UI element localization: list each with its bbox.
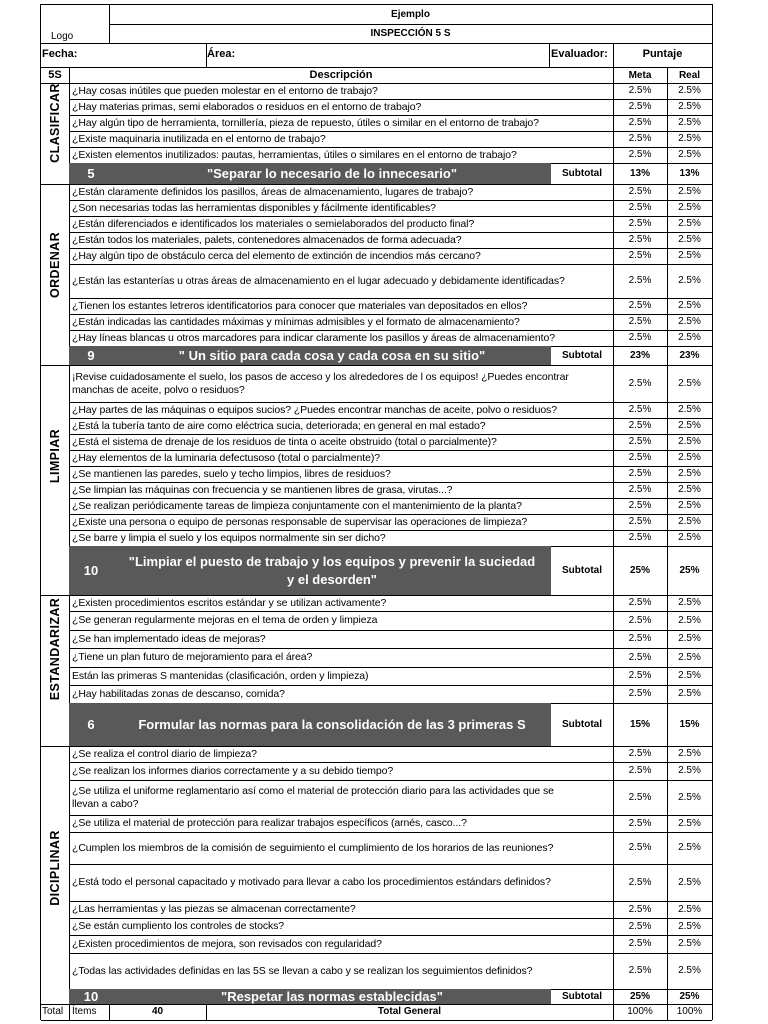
subtotal-real: 13%	[679, 167, 700, 179]
example-label: Ejemplo	[391, 9, 430, 20]
real-value: 2.5%	[678, 965, 701, 976]
real-value: 2.5%	[678, 332, 701, 343]
real-value: 2.5%	[678, 436, 701, 447]
row-divider	[41, 67, 712, 68]
real-value: 2.5%	[678, 149, 701, 160]
question-text: ¿Hay cosas inútiles que pueden molestar en el entorno de trabajo?	[72, 84, 378, 97]
section-divider	[41, 365, 712, 366]
items-label: Ítems	[72, 1006, 97, 1017]
subtotal-label: Subtotal	[562, 718, 602, 730]
subtotal-goal: 13%	[629, 167, 650, 179]
section-motto: "Limpiar el puesto de trabajo y los equipos y prevenir la suciedad	[128, 553, 536, 569]
real-value: 2.5%	[678, 817, 701, 829]
goal-value: 2.5%	[628, 149, 652, 160]
question-text: ¿Cumplen los miembros de la comisión de seguimiento el cumplimiento de los horarios de las reuniones?	[72, 841, 554, 854]
goal-value: 2.5%	[628, 516, 652, 527]
question-text: ¿Todas las actividades definidas en las 5S se llevan a cabo y se realizan los seguimientos definidos?	[72, 964, 533, 977]
subtotal-goal: 15%	[629, 718, 650, 730]
row-divider	[69, 530, 712, 531]
question-text: ¿Se mantienen las paredes, suelo y techo limpios, libres de residuos?	[72, 467, 391, 480]
row-divider	[69, 147, 712, 148]
question-text: ¿Tienen los estantes letreros identificatorios para conocer que materiales van depositados en ellos?	[72, 299, 528, 312]
goal-value: 2.5%	[628, 791, 652, 803]
question-text: ¿Está la tubería tanto de aire como eléctrica sucia, deteriorada; en general en mal estado?	[72, 419, 486, 432]
row-divider	[69, 935, 712, 936]
row-divider	[41, 83, 712, 84]
goal-value: 2.5%	[628, 186, 652, 197]
subtotal-real: 25%	[679, 990, 700, 1002]
real-value: 2.5%	[678, 532, 701, 543]
section-item-count: 10	[83, 563, 99, 578]
section-item-count: 10	[83, 989, 99, 1004]
real-value: 2.5%	[678, 516, 701, 527]
row-divider	[69, 131, 712, 132]
col-goal-header: Meta	[628, 70, 652, 81]
goal-value: 2.5%	[628, 436, 652, 447]
real-value: 2.5%	[678, 202, 701, 213]
subtotal-real: 23%	[679, 349, 700, 361]
real-value: 2.5%	[678, 101, 701, 112]
question-text: ¿Existe maquinaria inutilizada en el entorno de trabajo?	[72, 132, 326, 145]
section-divider	[41, 746, 712, 747]
question-text: ¿Se están cumpliento los controles de stocks?	[72, 920, 285, 932]
row-divider	[69, 434, 712, 435]
header-divider	[109, 24, 712, 25]
subtotal-label: Subtotal	[562, 564, 602, 576]
real-value: 2.5%	[678, 420, 701, 431]
section-motto-continued: y el desorden"	[287, 571, 377, 587]
row-divider	[69, 115, 712, 116]
goal-value: 2.5%	[628, 300, 652, 311]
row-divider	[69, 216, 712, 217]
question-text: ¿Están indicadas las cantidades máximas y mínimas admisibles y el formato de almacenamiento?	[72, 315, 520, 328]
question-text: ¿Se han implementado ideas de mejoras?	[72, 632, 266, 645]
question-text-continued: manchas de aceite, polvo o residuos?	[72, 383, 245, 396]
section-label-diciplinar: DICIPLINAR	[48, 829, 62, 906]
date-label: Fecha:	[42, 48, 78, 60]
question-text: ¿Hay algún tipo de obstáculo cerca del elemento de extinción de incendios más cercano?	[72, 249, 481, 262]
score-label: Puntaje	[642, 48, 683, 60]
question-text: ¿Hay partes de las máquinas o equipos sucios? ¿Puedes encontrar manchas de aceite, polvo o residuos?	[72, 403, 557, 416]
question-text: ¿Hay algún tipo de herramienta, tornillería, pieza de repuesto, útiles o similar en el entorno de trabajo?	[72, 116, 539, 129]
goal-value: 2.5%	[628, 965, 652, 976]
question-text: ¿Se realizan los informes diarios correctamente y a su debido tiempo?	[72, 764, 394, 777]
real-value: 2.5%	[678, 186, 701, 197]
goal-value: 2.5%	[628, 597, 652, 608]
bottom-border	[41, 1020, 712, 1021]
goal-value: 2.5%	[628, 532, 652, 543]
total-label: Total	[42, 1006, 64, 1017]
row-divider	[69, 248, 712, 249]
row-divider	[69, 630, 712, 631]
question-text: ¿Está todo el personal capacitado y motivado para llevar a cabo los procedimientos estándars definidos?	[72, 876, 551, 888]
goal-value: 2.5%	[628, 817, 652, 829]
real-value: 2.5%	[678, 452, 701, 463]
col-description-header: Descripción	[309, 69, 373, 81]
goal-value: 2.5%	[628, 633, 652, 644]
real-value: 2.5%	[678, 614, 701, 626]
real-value: 2.5%	[678, 404, 701, 415]
goal-value: 2.5%	[628, 765, 652, 776]
question-text: ¿Están claramente definidos los pasillos, áreas de almacenamiento, lugares de trabajo?	[72, 185, 474, 198]
question-text: ¿Hay líneas blancas u otros marcadores para indicar claramente los pasillos y áreas de almacenamiento?	[72, 331, 555, 344]
question-text: ¿Están las estanterías u otras áreas de almacenamiento en el lugar adecuado y debidamente identificadas?	[72, 274, 565, 287]
question-text: ¿Existen procedimientos escritos estándar y se utilizan activamente?	[72, 596, 387, 609]
real-value: 2.5%	[678, 234, 701, 245]
question-text: ¿Se realizan periódicamente tareas de limpieza conjuntamente con el mantenimiento de la planta?	[72, 499, 522, 512]
real-value: 2.5%	[678, 85, 701, 96]
real-value: 2.5%	[678, 275, 701, 286]
section-label-clasificar: CLASIFICAR	[48, 83, 62, 163]
real-value: 2.5%	[678, 117, 701, 128]
items-count: 40	[151, 1006, 164, 1017]
real-value: 2.5%	[678, 484, 701, 495]
goal-value: 2.5%	[628, 500, 652, 511]
subtotal-goal: 25%	[629, 990, 650, 1002]
row-divider	[69, 918, 712, 919]
row-divider	[69, 667, 712, 668]
row-divider	[69, 762, 712, 763]
section-divider	[41, 1004, 712, 1005]
question-text: ¿Tiene un plan futuro de mejoramiento para el área?	[72, 651, 313, 663]
real-value: 2.5%	[678, 250, 701, 261]
goal-value: 2.5%	[628, 748, 652, 759]
goal-value: 2.5%	[628, 332, 652, 343]
row-divider	[69, 685, 712, 686]
real-value: 2.5%	[678, 597, 701, 608]
goal-value: 2.5%	[628, 85, 652, 96]
real-value: 2.5%	[678, 670, 701, 681]
real-value: 2.5%	[678, 765, 701, 776]
section-motto: Formular las normas para la consolidación de las 3 primeras S	[138, 717, 526, 732]
question-text: ¿Se utiliza el material de protección para realizar trabajos específicos (arnés, casco...?	[72, 817, 467, 829]
question-text: ¿Existen procedimientos de mejora, son revisados con regularidad?	[72, 937, 382, 950]
col-5s-header: 5S	[48, 69, 62, 81]
row-divider	[69, 418, 712, 419]
total-real: 100%	[676, 1006, 703, 1017]
question-text: ¿Hay materias primas, semi elaborados o residuos en el entorno de trabajo?	[72, 100, 422, 113]
area-label: Área:	[207, 48, 236, 60]
question-text: ¿Existe una persona o equipo de personas responsable de supervisar las operaciones de limpieza?	[72, 515, 528, 528]
question-text: ¿Hay habilitadas zonas de descanso, comida?	[72, 687, 285, 700]
row-divider	[69, 450, 712, 451]
real-value: 2.5%	[678, 218, 701, 229]
goal-value: 2.5%	[628, 377, 652, 389]
row-divider	[69, 514, 712, 515]
question-text: ¿Existen elementos inutilizados: pautas, herramientas, útiles o similares en el entorno de trabajo?	[72, 148, 517, 161]
row-divider	[69, 953, 712, 954]
goal-value: 2.5%	[628, 876, 652, 888]
real-value: 2.5%	[678, 377, 701, 389]
row-divider	[69, 648, 712, 649]
goal-value: 2.5%	[628, 250, 652, 261]
column-divider	[69, 1004, 70, 1020]
real-value: 2.5%	[678, 300, 701, 311]
goal-value: 2.5%	[628, 468, 652, 479]
logo-label: Logo	[51, 31, 74, 42]
row-divider	[69, 232, 712, 233]
inspection-sheet	[40, 4, 713, 1020]
goal-value: 2.5%	[628, 842, 652, 853]
subtotal-real: 25%	[679, 564, 700, 576]
goal-value: 2.5%	[628, 688, 652, 699]
row-divider	[69, 298, 712, 299]
row-divider	[69, 330, 712, 331]
section-label-estandarizar: ESTANDARIZAR	[48, 597, 62, 701]
goal-value: 2.5%	[628, 275, 652, 286]
col-real-header: Real	[678, 70, 701, 81]
real-value: 2.5%	[678, 938, 701, 949]
real-value: 2.5%	[678, 651, 701, 663]
top-border	[41, 4, 712, 5]
goal-value: 2.5%	[628, 234, 652, 245]
section-item-count: 6	[87, 717, 95, 732]
question-text: ¿Hay elementos de la luminaria defectusoso (total o parcialmente)?	[72, 451, 380, 464]
goal-value: 2.5%	[628, 218, 652, 229]
goal-value: 2.5%	[628, 202, 652, 213]
row-divider	[69, 482, 712, 483]
goal-value: 2.5%	[628, 938, 652, 949]
real-value: 2.5%	[678, 842, 701, 853]
question-text: Están las primeras S mantenidas (clasificación, orden y limpieza)	[72, 669, 369, 682]
goal-value: 2.5%	[628, 651, 652, 663]
section-column-divider	[69, 746, 70, 1004]
goal-value: 2.5%	[628, 117, 652, 128]
total-goal: 100%	[627, 1006, 653, 1017]
section-motto: " Un sitio para cada cosa y cada cosa en su sitio"	[178, 348, 486, 363]
goal-value: 2.5%	[628, 452, 652, 463]
row-divider	[69, 864, 712, 865]
section-motto: "Separar lo necesario de lo innecesario"	[206, 166, 458, 181]
goal-value: 2.5%	[628, 133, 652, 144]
row-divider	[41, 43, 712, 44]
goal-value: 2.5%	[628, 420, 652, 431]
row-divider	[69, 402, 712, 403]
real-value: 2.5%	[678, 920, 701, 932]
question-text: ¿Están diferenciados e identificados los materiales o semielaborados del producto final?	[72, 217, 475, 230]
row-divider	[69, 815, 712, 816]
goal-value: 2.5%	[628, 920, 652, 932]
section-label-limpiar: LIMPIAR	[48, 428, 62, 483]
question-text: ¿Se realiza el control diario de limpieza?	[72, 747, 257, 760]
goal-value: 2.5%	[628, 101, 652, 112]
row-divider	[69, 264, 712, 265]
subtotal-goal: 23%	[629, 349, 650, 361]
real-value: 2.5%	[678, 633, 701, 644]
goal-value: 2.5%	[628, 404, 652, 415]
row-divider	[69, 200, 712, 201]
subtotal-real: 15%	[679, 718, 700, 730]
row-divider	[69, 466, 712, 467]
section-motto: "Respetar las normas establecidas"	[221, 989, 443, 1004]
evaluator-label: Evaluador:	[551, 48, 608, 60]
section-item-count: 9	[87, 348, 95, 363]
row-divider	[69, 99, 712, 100]
question-text: ¿Son necesarias todas las herramientas disponibles y fácilmente identificables?	[72, 201, 436, 214]
question-text: ¿Están todos los materiales, palets, contenedores almacenados de forma adecuada?	[72, 233, 462, 246]
row-divider	[69, 832, 712, 833]
row-divider	[69, 611, 712, 612]
row-divider	[69, 498, 712, 499]
total-general-label: Total General	[377, 1006, 442, 1017]
section-column-divider	[69, 184, 70, 365]
question-text: ¿Se generan regularmente mejoras en el tema de orden y limpieza	[72, 614, 378, 626]
row-divider	[69, 780, 712, 781]
goal-value: 2.5%	[628, 670, 652, 681]
goal-value: 2.5%	[628, 484, 652, 495]
question-text-continued: llevan a cabo?	[72, 797, 139, 810]
real-value: 2.5%	[678, 133, 701, 144]
real-value: 2.5%	[678, 688, 701, 699]
question-text: ¿Las herramientas y las piezas se almacenan correctamente?	[72, 903, 356, 915]
section-item-count: 5	[87, 166, 95, 181]
subtotal-goal: 25%	[629, 564, 650, 576]
real-value: 2.5%	[678, 500, 701, 511]
real-value: 2.5%	[678, 468, 701, 479]
subtotal-label: Subtotal	[562, 349, 602, 361]
section-divider	[41, 595, 712, 596]
real-value: 2.5%	[678, 876, 701, 888]
real-value: 2.5%	[678, 903, 701, 915]
goal-value: 2.5%	[628, 614, 652, 626]
real-value: 2.5%	[678, 316, 701, 327]
subtotal-label: Subtotal	[562, 167, 602, 179]
question-text: ¿Está el sistema de drenaje de los residuos de tinta o aceite obstruido (total o parcialmente)?	[72, 435, 497, 448]
question-text: ¿Se utiliza el uniforme reglamentario así como el material de protección diario para las actividades que se	[72, 784, 554, 797]
sheet-title: INSPECCIÓN 5 S	[370, 28, 451, 39]
row-divider	[69, 314, 712, 315]
question-text: ¡Revise cuidadosamente el suelo, los pasos de acceso y los alrededores de l os equipos! ¿Puedes encontrar	[72, 370, 569, 383]
question-text: ¿Se barre y limpia el suelo y los equipos normalmente sin ser dicho?	[72, 531, 386, 544]
question-text: ¿Se limpian las máquinas con frecuencia y se mantienen libres de grasa, virutas...?	[72, 483, 453, 496]
goal-value: 2.5%	[628, 903, 652, 915]
column-divider	[549, 43, 550, 67]
subtotal-label: Subtotal	[562, 990, 602, 1002]
section-divider	[41, 184, 712, 185]
real-value: 2.5%	[678, 791, 701, 803]
section-label-ordenar: ORDENAR	[48, 232, 62, 298]
row-divider	[69, 901, 712, 902]
goal-value: 2.5%	[628, 316, 652, 327]
real-value: 2.5%	[678, 748, 701, 759]
